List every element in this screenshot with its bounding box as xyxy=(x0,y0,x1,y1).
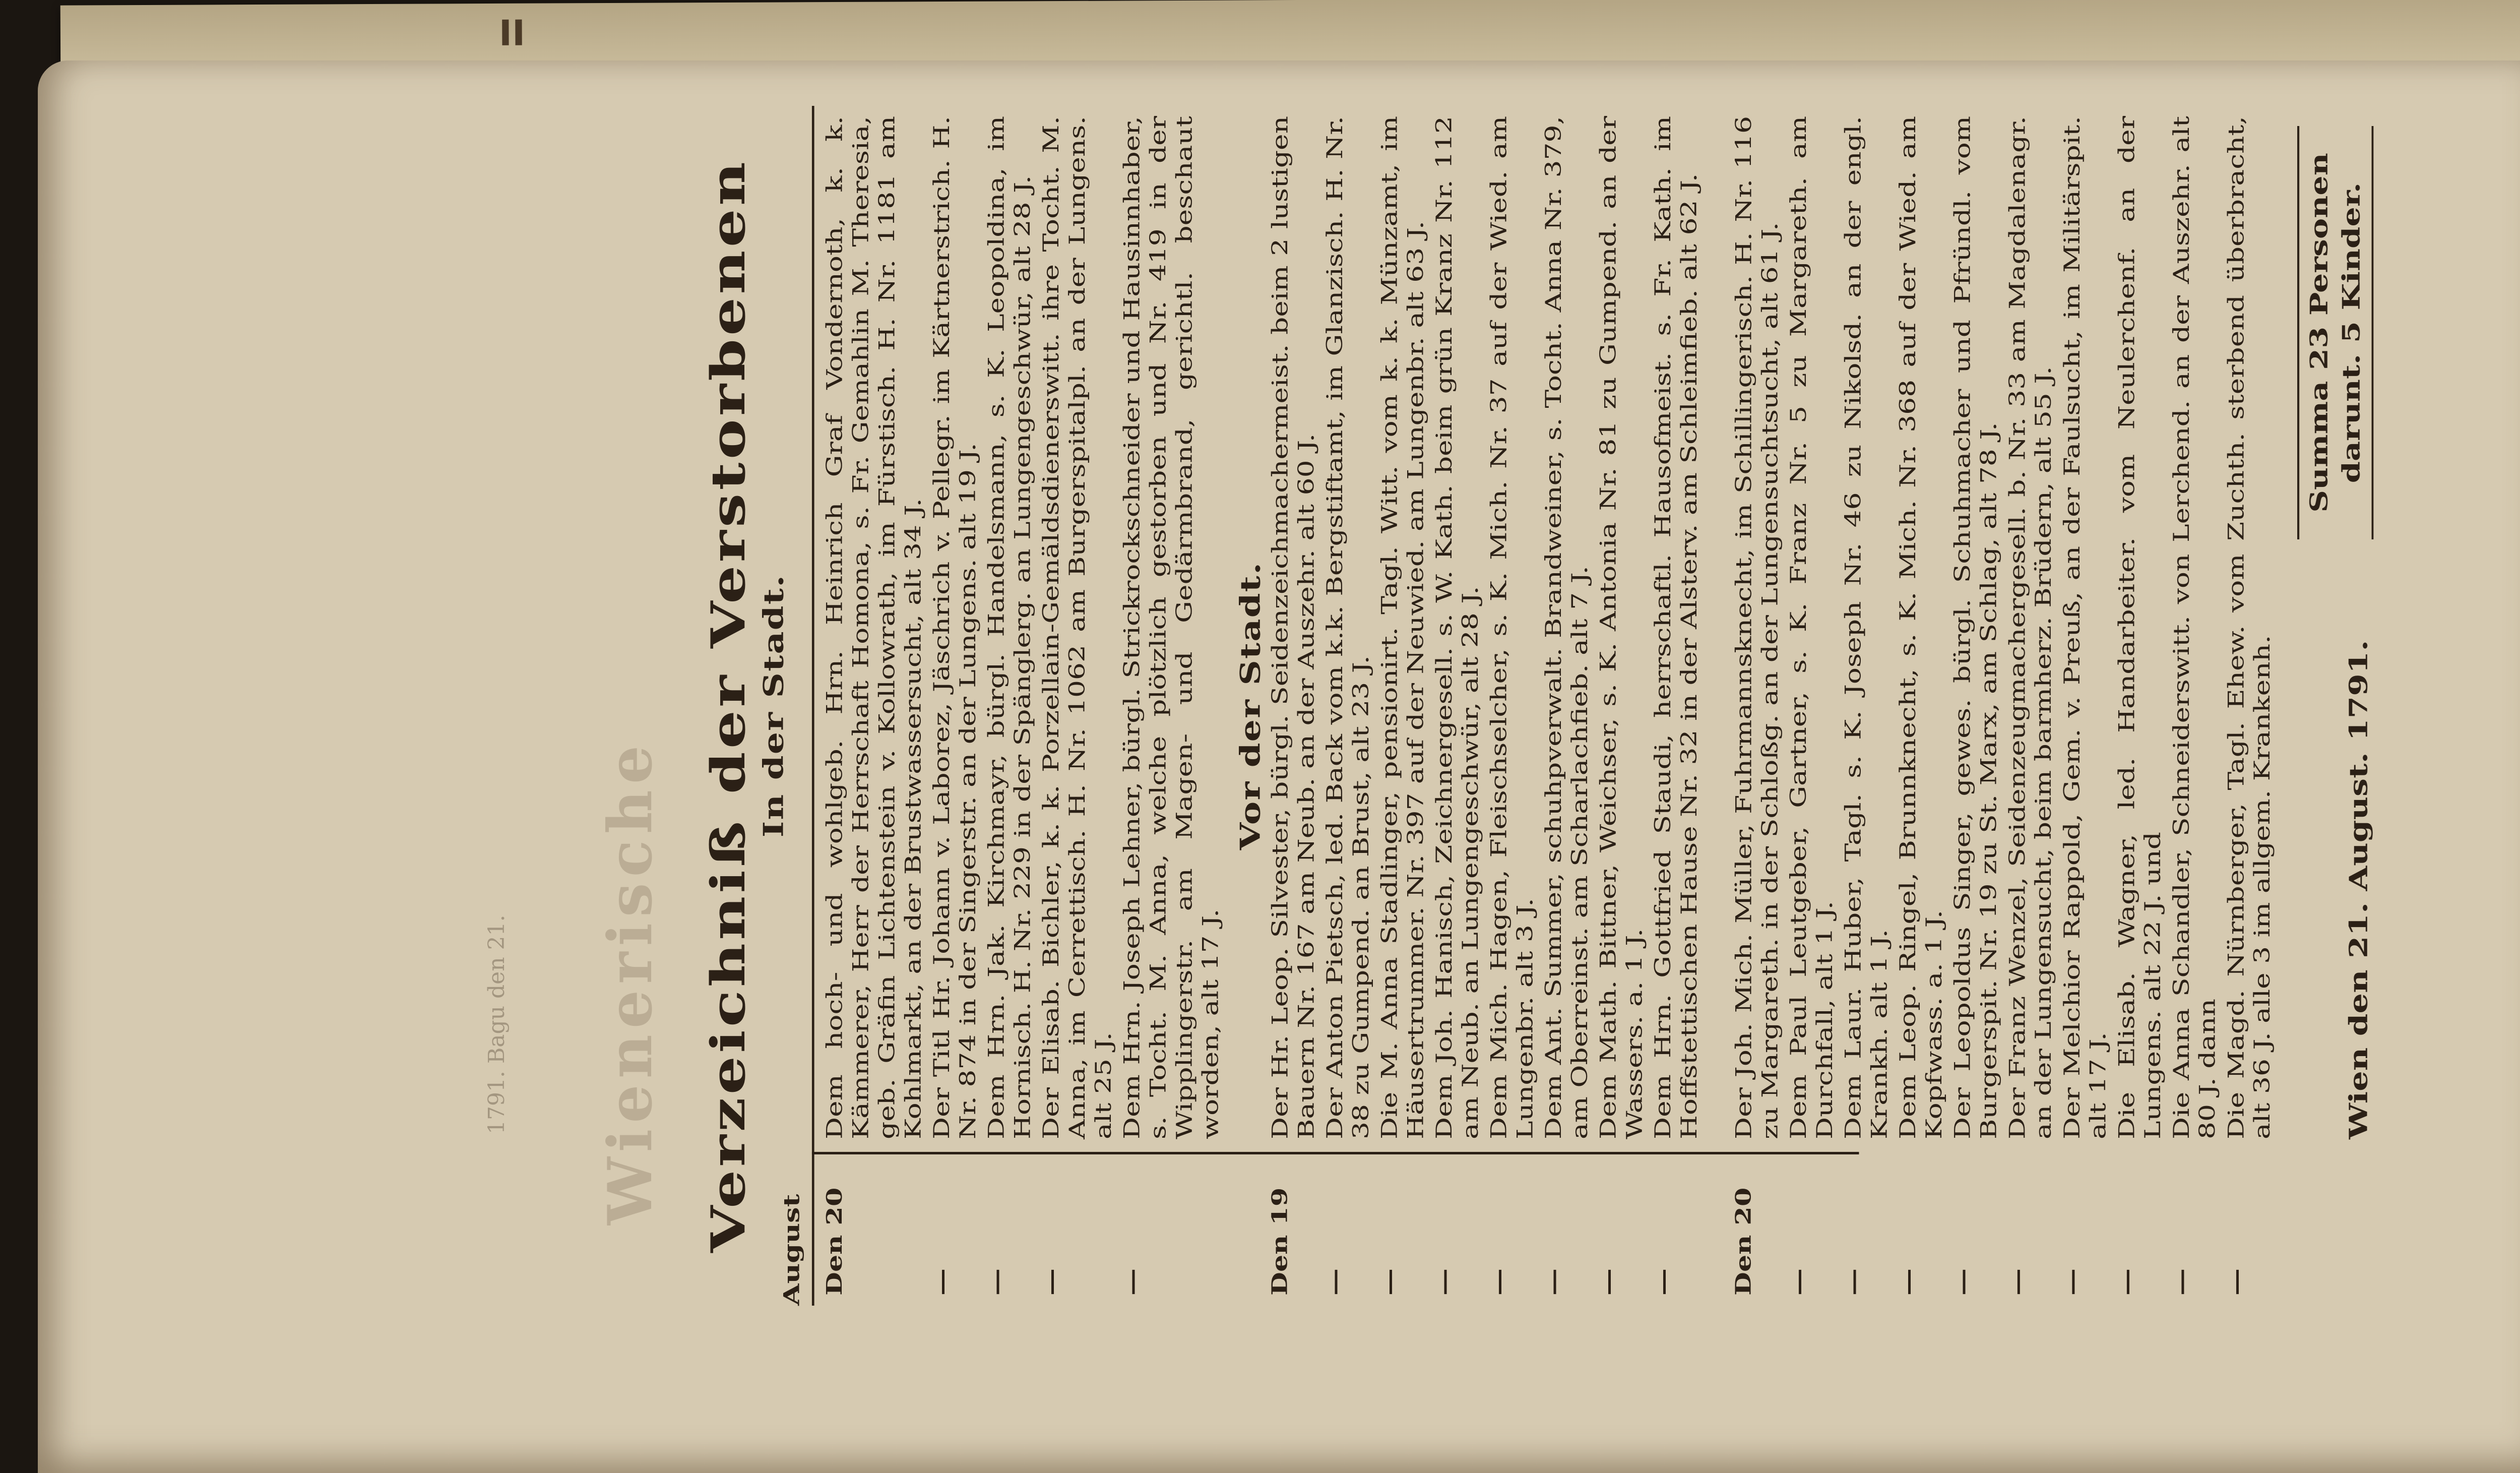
entry-date: Den 19 xyxy=(1267,1187,1292,1296)
header-rule xyxy=(812,106,814,1306)
entry-text: Der Elisab. Bichler, k. k. Porzellain-Gemäldsdienerswitt. ihre Tocht. M. Anna, im Cerrettisch. H. Nr. 1062 am Burgerspitalpl. an der Lungens. alt 25 J. xyxy=(1038,116,1116,1139)
total-persons: Summa 23 Personen xyxy=(2304,153,2334,513)
entry-date: — xyxy=(1119,1268,1144,1296)
entry-text: Dem Mich. Hagen, Fleischselcher, s. K. Mich. Nr. 37 auf der Wied. am Lungenbr. alt 3 J. xyxy=(1486,116,1538,1139)
entry-date: — xyxy=(2059,1268,2084,1296)
facing-page-stamp: 1791. Bagu den 21. xyxy=(484,914,510,1134)
entry-date: — xyxy=(2223,1268,2248,1296)
entry-date: — xyxy=(2113,1268,2139,1296)
rotated-text-frame xyxy=(701,0,2374,1306)
date-column-rule xyxy=(812,1152,1859,1154)
entry-date: — xyxy=(1038,1268,1063,1296)
total-rule-bottom xyxy=(2372,126,2374,539)
entry-date: — xyxy=(1376,1268,1402,1296)
entry-text: Dem Hrn. Jak. Kirchmayr, bürgl. Handelsmann, s. K. Leopoldina, im Hornisch. H. Nr. 229 in der Spänglerg. an Lungengeschwür, alt 28 J. xyxy=(984,116,1035,1139)
entry-text: Der Hr. Leop. Silvester, bürgl. Seidenzeichmachermeist. beim 2 lustigen Bauern Nr. 167 am Neub. an der Auszehr. alt 60 J. xyxy=(1267,116,1319,1139)
entry-text: Dem Math. Bittner, Weichser, s. K. Antonia Nr. 81 zu Gumpend. an der Wassers. a. 1 J. xyxy=(1595,116,1647,1139)
entry-text: Dem Hrn. Gottfried Staudi, herrschaftl. Hausofmeist. s. Fr. Kath. im Hoffstettischen Hause Nr. 32 in der Alsterv. am Schleimfieb. alt 62 J. xyxy=(1650,116,1702,1139)
entry-text: Die Magd. Nürnberger, Tagl. Ehew. vom Zuchth. sterbend überbracht, alt 36 J. alle 3 im allgem. Krankenh. xyxy=(2223,116,2275,1139)
entry-text: Dem Leop. Ringel, Brunnknecht, s. K. Mich. Nr. 368 auf der Wied. am Kopfwass. a. 1 J. xyxy=(1895,116,1947,1139)
page-edge-mark: II xyxy=(498,12,526,54)
entry-text: Die M. Anna Stadlinger, pensionirt. Tagl. Witt. vom k. k. Münzamt, im Häusertrummer. Nr. 397 auf der Neuwied. am Lungenbr. alt 63 J. xyxy=(1376,116,1428,1139)
entry-text: Der Titl Hr. Johann v. Laborez, Jäschrich v. Pellegr. im Kärtnerstrich. H. Nr. 874 in der Singerstr. an der Lungens. alt 19 J. xyxy=(929,116,981,1139)
section-heading: Vor der Stadt. xyxy=(1234,561,1267,850)
place-date-line: Wien den 21. August. 1791. xyxy=(2344,640,2374,1139)
entry-date: — xyxy=(928,1268,954,1296)
entry-date: — xyxy=(1650,1268,1675,1296)
entry-text: Dem Laur. Huber, Tagl. s. K. Joseph Nr. 46 zu Nikolsd. an der engl. Krankh. alt 1 J. xyxy=(1841,116,1892,1139)
total-rule-top xyxy=(2297,126,2299,539)
entry-date: Den 20 xyxy=(1731,1187,1756,1296)
death-register-page xyxy=(701,106,2374,1306)
entry-date: — xyxy=(1595,1268,1620,1296)
entry-text: Die Anna Schandler, Schneiderswitt. von Lerchend. an der Auszehr. alt 80 J. dann xyxy=(2169,116,2220,1139)
entry-date: — xyxy=(2004,1268,2030,1296)
entry-date: — xyxy=(983,1268,1009,1296)
entry-date: — xyxy=(2168,1268,2194,1296)
entry-date: — xyxy=(1840,1268,1865,1296)
entry-date: — xyxy=(1895,1268,1920,1296)
entry-date: Den 20 xyxy=(822,1187,847,1296)
entry-text: Der Melchior Rappold, Gem. v. Preuß, an der Faulsucht, im Militärspit. alt 17 J. xyxy=(2059,116,2111,1139)
entry-date: — xyxy=(1785,1268,1811,1296)
show-through-ghost-text: Wienerische xyxy=(595,739,666,1225)
entry-text: Dem hoch- und wohlgeb. Hrn. Heinrich Graf Vondernoth, k. k. Kämmerer, Herr der Herrschaft Homona, s. Fr. Gemahlin M. Theresia, geb. Gräfin Lichtenstein v. Kollowrath, im Fürstisch. H. Nr. 1181 am Kohlmarkt, an der Brustwassersucht, alt 34 J. xyxy=(822,116,926,1139)
entry-date: — xyxy=(1321,1268,1347,1296)
entry-text: Der Franz Wenzel, Seidenzeugmachergesell. b. Nr. 33 am Magdalenagr. an der Lungensucht, beim barmherz. Brüdern, alt 55 J. xyxy=(2004,116,2056,1139)
entry-text: Der Anton Pietsch, led. Back vom k.k. Bergstiftamt, im Glanzisch. H. Nr. 38 zu Gumpend. an Brust, alt 23 J. xyxy=(1322,116,1373,1139)
entry-date: — xyxy=(1540,1268,1566,1296)
entry-text: Dem Joh. Hanisch, Zeichnergesell. s. W. Kath. beim grün Kranz Nr. 112 am Neub. an Lungengeschwür, alt 28 J. xyxy=(1431,116,1483,1139)
entry-text: Die Elisab. Wagner, led. Handarbeiter. vom Neulerchenf. an der Lungens. alt 22 J. und xyxy=(2114,116,2166,1139)
entry-text: Dem Hrn. Joseph Lehner, bürgl. Strickrockschneider und Hausinnhaber, s. Tocht. M. Anna, welche plötzlich gestorben und Nr. 419 in der Wipplingerstr. am Magen- und Gedärmbrand, gerichtl. beschaut worden, alt 17 J. xyxy=(1119,116,1223,1139)
month-label: August xyxy=(779,1194,805,1306)
page-title: Verzeichniß der Verstorbenen xyxy=(701,158,756,1253)
entry-text: Der Leopoldus Singer, gewes. bürgl. Schuhmacher und Pfründl. vom Burgerspit. Nr. 19 zu St. Marx, am Schlag, alt 78 J. xyxy=(1950,116,2001,1139)
entry-text: Der Joh. Mich. Müller, Fuhrmannsknecht, im Schillingerisch. H. Nr. 116 zu Margareth. in der Schloßg. an der Lungensuchtsucht, alt 61 J. xyxy=(1731,116,1783,1139)
entry-date: — xyxy=(1486,1268,1511,1296)
entry-date: — xyxy=(1949,1268,1975,1296)
total-children: darunt. 5 Kinder. xyxy=(2337,182,2366,483)
entry-date: — xyxy=(1431,1268,1457,1296)
entry-text: Dem Paul Leutgeber, Gartner, s. K. Franz Nr. 5 zu Margareth. am Durchfall, alt 1 J. xyxy=(1786,116,1838,1139)
section-heading: In der Stadt. xyxy=(757,574,790,838)
entry-text: Dem Ant. Summer, schuhpverwalt. Brandweiner, s. Tocht. Anna Nr. 379, am Oberreinst. am Scharlachfieb. alt 7 J. xyxy=(1541,116,1593,1139)
